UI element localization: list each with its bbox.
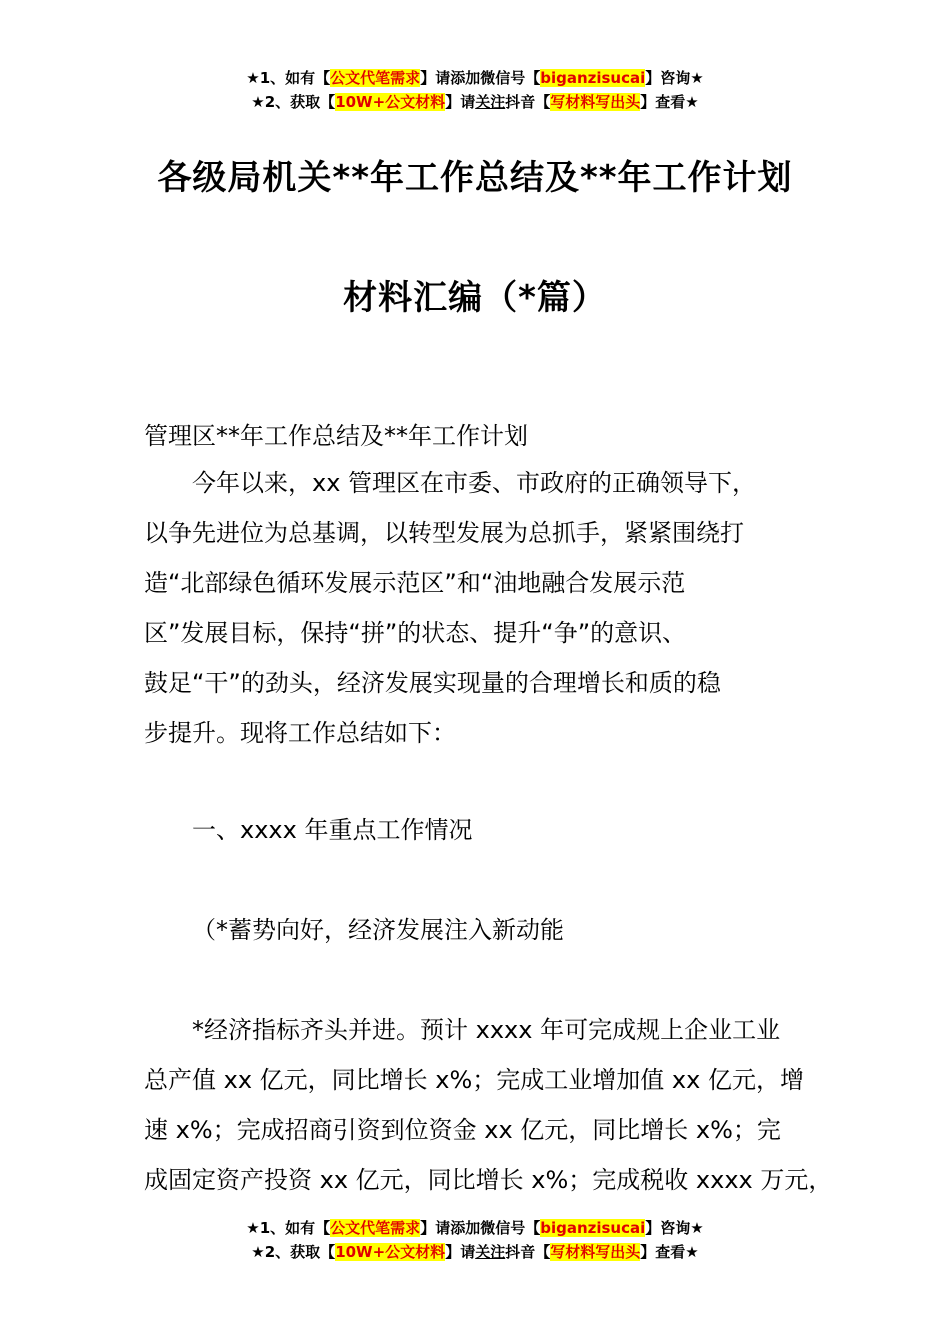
promo-text: 】请添加微信号【 [420, 1219, 541, 1237]
promo-text: ★2、获取【 [251, 93, 336, 111]
promo-text: ★1、如有【 [246, 69, 331, 87]
paragraph-economy [144, 1005, 833, 1205]
section-heading: 一、xxxx 年重点工作情况 [192, 816, 473, 844]
paragraph-line: 总产值 xx 亿元，同比增长 x%；完成工业增加值 xx 亿元，增 [144, 1066, 804, 1094]
promo-line-1 [0, 66, 950, 90]
paragraph-intro [144, 458, 824, 758]
promo-banner-top [0, 66, 950, 114]
highlight-text: 10W+公文材料 [335, 1243, 446, 1261]
promo-text: ★2、获取【 [251, 1243, 336, 1261]
section-subtitle: 管理区**年工作总结及**年工作计划 [144, 422, 528, 450]
paragraph-line: 造“北部绿色循环发展示范区”和“油地融合发展示范 [144, 569, 686, 597]
promo-line-2 [0, 1240, 950, 1264]
highlight-text: 10W+公文材料 [335, 93, 446, 111]
underlined-text: 关注 [475, 1243, 506, 1261]
promo-text: 】请 [445, 1243, 476, 1261]
douyin-account: 写材料写出头 [550, 1243, 641, 1261]
promo-text: 】查看★ [640, 93, 699, 111]
promo-text: 】请 [445, 93, 476, 111]
promo-text: ★1、如有【 [246, 1219, 331, 1237]
wechat-id: biganzisucai [540, 69, 646, 87]
highlight-text: 公文代笔需求 [330, 1219, 421, 1237]
paragraph-line: *经济指标齐头并进。预计 xxxx 年可完成规上企业工业 [192, 1016, 781, 1044]
paragraph-line: 成固定资产投资 xx 亿元，同比增长 x%；完成税收 xxxx 万元， [144, 1166, 833, 1194]
document-title-line-1: 各级局机关**年工作总结及**年工作计划 [157, 158, 793, 198]
paragraph-line: 速 x%；完成招商引资到位资金 xx 亿元，同比增长 x%；完 [144, 1116, 781, 1144]
promo-text: 抖音【 [505, 93, 551, 111]
douyin-account: 写材料写出头 [550, 93, 641, 111]
wechat-id: biganzisucai [540, 1219, 646, 1237]
paragraph-line: 步提升。现将工作总结如下： [144, 719, 456, 747]
promo-text: 】查看★ [640, 1243, 699, 1261]
promo-banner-bottom [0, 1216, 950, 1264]
underlined-text: 关注 [475, 93, 506, 111]
paragraph-line: 鼓足“干”的劲头，经济发展实现量的合理增长和质的稳 [144, 669, 721, 697]
promo-text: 】请添加微信号【 [420, 69, 541, 87]
promo-text: 】咨询★ [645, 69, 704, 87]
promo-text: 】咨询★ [645, 1219, 704, 1237]
document-title-line-2: 材料汇编（*篇） [343, 278, 607, 318]
promo-line-1 [0, 1216, 950, 1240]
promo-line-2 [0, 90, 950, 114]
subsection-heading: （*蓄势向好，经济发展注入新动能 [192, 916, 564, 944]
promo-text: 抖音【 [505, 1243, 551, 1261]
highlight-text: 公文代笔需求 [330, 69, 421, 87]
paragraph-line: 今年以来，xx 管理区在市委、市政府的正确领导下， [192, 469, 757, 497]
paragraph-line: 区”发展目标，保持“拼”的状态、提升“争”的意识、 [144, 619, 687, 647]
paragraph-line: 以争先进位为总基调，以转型发展为总抓手，紧紧围绕打 [144, 519, 744, 547]
